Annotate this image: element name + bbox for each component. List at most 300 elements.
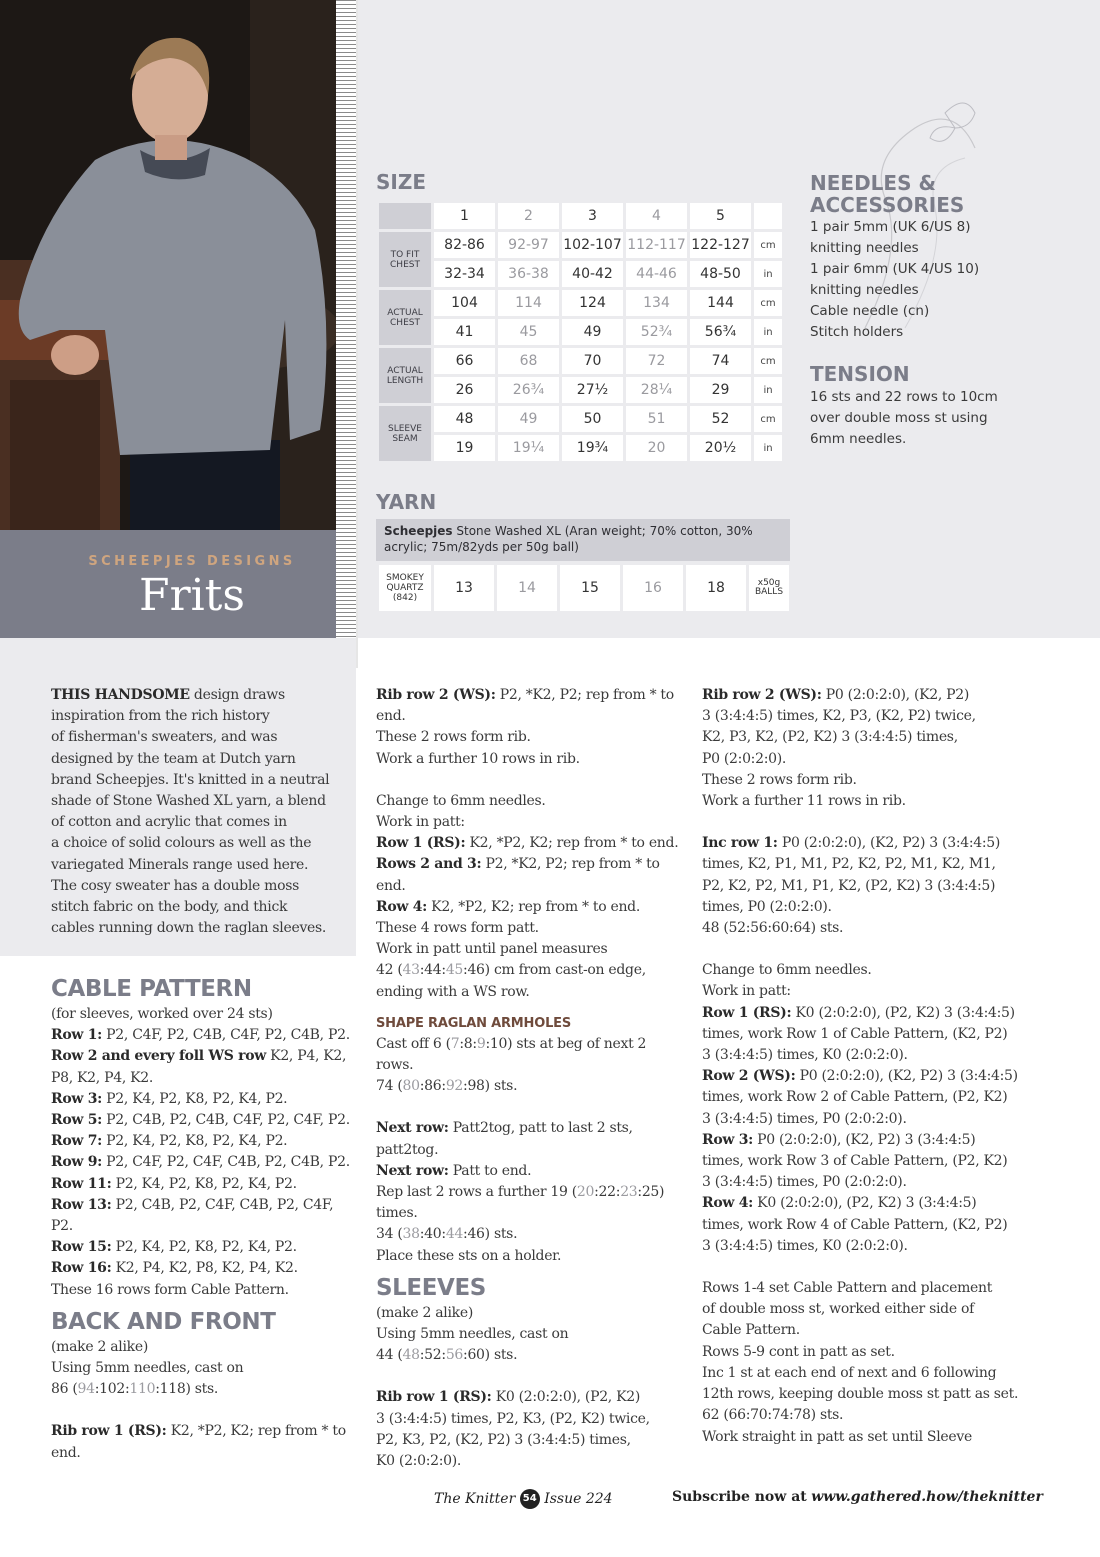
instruction-label: Row 2 (WS): — [702, 1068, 796, 1085]
pattern-title: Frits — [139, 570, 245, 621]
instruction-text: K2, P3, K2, (P2, K2) 3 (3:4:4:5) times, — [702, 729, 958, 746]
instruction-text: These 2 rows form rib. — [702, 771, 857, 788]
needles-heading: NEEDLES & ACCESSORIES — [810, 171, 965, 217]
size-row-cm — [379, 406, 782, 432]
cable-row — [51, 1110, 356, 1131]
instruction-text: 3 (3:4:4:5) times, P0 (2:0:2:0). — [702, 1174, 907, 1191]
size-cell: 28¼ — [626, 377, 687, 403]
spiral-binding — [336, 0, 358, 668]
cable-row-label: Row 15: — [51, 1239, 112, 1256]
instruction-line — [702, 1236, 1022, 1257]
needles-line: knitting needles — [810, 282, 919, 298]
patt-row-label: Rows 2 and 3: — [376, 856, 482, 873]
size-cell: 49 — [562, 319, 623, 345]
subscribe-label: Subscribe now at — [672, 1489, 807, 1505]
size-cell: 44-46 — [626, 261, 687, 287]
rib-row-label: Rib row 1 (RS): — [376, 1389, 492, 1406]
intro-line: shade of Stone Washed XL yarn, a blend — [51, 793, 326, 810]
instruction-line — [702, 897, 1022, 918]
count-alt: 20 — [576, 1184, 595, 1201]
cable-row — [51, 1237, 356, 1258]
instruction-text: 62 (66:70:74:78) sts. — [702, 1407, 844, 1424]
next-row-text: Patt to end. — [448, 1162, 532, 1179]
count-alt: 23 — [620, 1184, 638, 1201]
instruction-line — [702, 770, 1022, 791]
instruction-line — [702, 1278, 1022, 1299]
instruction-text: of double moss st, worked either side of — [702, 1301, 974, 1318]
size-cell: 26¾ — [498, 377, 559, 403]
measure-line — [376, 960, 686, 981]
sleeves-stitches — [376, 1345, 686, 1366]
size-cell: 19 — [434, 435, 495, 461]
cable-row-text: P8, K2, P4, K2. — [51, 1069, 154, 1086]
tension-line: 16 sts and 22 rows to 10cm — [810, 389, 998, 405]
instruction-text: P0 (2:0:2:0), (K2, P2) — [821, 687, 970, 703]
size-row-cm — [379, 348, 782, 374]
yarn-row — [379, 565, 789, 611]
size-cell: 112-117 — [626, 232, 687, 258]
size-cell: 124 — [562, 290, 623, 316]
instruction-text: times, K2, P1, M1, P2, K2, P2, M1, K2, M1, — [702, 856, 996, 873]
cable-row — [51, 1280, 356, 1301]
unit-label: cm — [754, 290, 782, 316]
cable-row — [51, 1152, 356, 1173]
back-front-make: (make 2 alike) — [51, 1338, 148, 1355]
size-row-label: TO FIT CHEST — [379, 232, 431, 287]
yarn-balls: 18 — [686, 565, 746, 611]
needles-line: knitting needles — [810, 240, 919, 256]
size-unit-blank — [754, 203, 782, 229]
size-cell: 144 — [690, 290, 751, 316]
cable-row-label: Row 7: — [51, 1133, 103, 1150]
count-alt: 9 — [476, 1035, 486, 1052]
page-number: 54 — [520, 1489, 540, 1509]
instruction-line — [702, 833, 1022, 854]
count-text: :46) sts. — [463, 1226, 518, 1243]
yarn-details: Stone Washed XL (Aran weight; 70% cotton, 30% acrylic; 75m/82yds per 50g ball) — [384, 524, 753, 554]
size-cell: 104 — [434, 290, 495, 316]
count-text: Cast off 6 ( — [376, 1035, 451, 1052]
instruction-line — [702, 1215, 1022, 1236]
instruction-line — [702, 918, 1022, 939]
cable-row-text: P2, K4, P2, K8, P2, K4, P2. — [111, 1175, 297, 1192]
intro-line: cables running down the raglan sleeves. — [51, 920, 327, 937]
size-cell: 68 — [498, 348, 559, 374]
instruction-line — [702, 727, 1022, 748]
cable-row-label: Row 13: — [51, 1196, 112, 1213]
size-cell: 48-50 — [690, 261, 751, 287]
count-alt: 38 — [402, 1226, 420, 1243]
cable-note: (for sleeves, worked over 24 sts) — [51, 1006, 273, 1022]
count-text: 44 ( — [376, 1347, 403, 1364]
count-alt: 45 — [445, 962, 464, 979]
size-row-in — [379, 319, 782, 345]
intro-line: stitch fabric on the body, and thick — [51, 899, 288, 916]
yarn-balls: 16 — [623, 565, 683, 611]
count-text: :46) cm from cast-on edge, — [463, 962, 646, 979]
instruction-line — [702, 791, 1022, 812]
count-alt: 48 — [402, 1347, 420, 1364]
size-row-cm — [379, 290, 782, 316]
instruction-label: Row 3: — [702, 1131, 754, 1148]
instruction-line — [702, 960, 1022, 981]
sts-line — [376, 1076, 686, 1097]
size-cell: 66 — [434, 348, 495, 374]
column-2 — [376, 685, 686, 1472]
instruction-text: Work a further 11 rows in rib. — [702, 793, 906, 810]
size-number: 2 — [498, 203, 559, 229]
magazine-name: The Knitter — [434, 1491, 516, 1507]
instruction-label: Row 4: — [702, 1195, 754, 1212]
instruction-label: Inc row 1: — [702, 835, 778, 852]
instruction-line — [702, 1066, 1022, 1087]
holder-line: Place these sts on a holder. — [376, 1247, 562, 1264]
size-cell: 52¾ — [626, 319, 687, 345]
instruction-label: Row 1 (RS): — [702, 1004, 792, 1021]
cable-row-text: P2, K4, P2, K8, P2, K4, P2. — [111, 1239, 297, 1256]
sleeve-rib-line: 3 (3:4:4:5) times, P2, K3, (P2, K2) twice, — [376, 1410, 650, 1427]
column-1-instructions — [51, 974, 356, 1464]
cable-row — [51, 1089, 356, 1110]
rib-more: Work a further 10 rows in rib. — [376, 750, 580, 767]
cable-row-text: P2, K4, P2, K8, P2, K4, P2. — [102, 1133, 288, 1150]
instruction-text: Rows 5-9 cont in patt as set. — [702, 1343, 895, 1360]
patt-row-text: K2, *P2, K2; rep from * to end. — [465, 835, 679, 852]
footer-issue — [434, 1489, 613, 1509]
sleeve-rib-row-1 — [376, 1387, 686, 1408]
instruction-line — [702, 1045, 1022, 1066]
footer-subscribe — [672, 1489, 1043, 1505]
yarn-balls: 14 — [497, 565, 557, 611]
size-cell: 20½ — [690, 435, 751, 461]
instruction-text: Inc 1 st at each end of next and 6 following — [702, 1364, 997, 1381]
count-text: :25) — [637, 1184, 665, 1201]
size-cell: 40-42 — [562, 261, 623, 287]
cable-row-label: Row 3: — [51, 1090, 103, 1107]
size-header-row — [379, 203, 782, 229]
instruction-line — [702, 981, 1022, 1002]
instruction-line — [702, 1109, 1022, 1130]
size-row-cm — [379, 232, 782, 258]
rep-line — [376, 1182, 686, 1203]
cable-row — [51, 1025, 356, 1046]
cable-row-text: K2, P4, K2, — [266, 1048, 347, 1065]
instruction-line — [702, 1384, 1022, 1405]
instruction-text: Work in patt: — [702, 983, 791, 1000]
cable-row — [51, 1174, 356, 1195]
count-text: :8: — [459, 1035, 477, 1052]
yarn-brand: Scheepjes — [384, 524, 453, 538]
size-cell: 74 — [690, 348, 751, 374]
size-cell: 70 — [562, 348, 623, 374]
next-row-text: Patt2tog, patt to last 2 sts, — [448, 1120, 633, 1137]
sts-line — [376, 1224, 686, 1245]
patt-row-label: Row 4: — [376, 898, 428, 915]
next-row — [376, 1161, 686, 1182]
intro-line: brand Scheepjes. It's knitted in a neutral — [51, 771, 330, 788]
size-cell: 19¾ — [562, 435, 623, 461]
instruction-text: Work straight in patt as set until Sleeve — [702, 1428, 972, 1445]
intro-lead: THIS HANDSOME — [51, 687, 190, 703]
instruction-line — [702, 1151, 1022, 1172]
instruction-text: times, work Row 2 of Cable Pattern, (P2, K2) — [702, 1089, 1008, 1106]
patt-form: These 4 rows form patt. — [376, 920, 539, 937]
needles-line: 1 pair 5mm (UK 6/US 8) — [810, 219, 971, 235]
count-alt: 56 — [445, 1347, 464, 1364]
instruction-line — [702, 706, 1022, 727]
cable-row-label: Row 2 and every foll WS row — [51, 1048, 267, 1065]
yarn-shade: SMOKEY QUARTZ (842) — [379, 565, 431, 611]
sweater-model-illustration — [0, 0, 336, 530]
size-cell: 19¼ — [498, 435, 559, 461]
cable-row-text: These 16 rows form Cable Pattern. — [51, 1281, 289, 1298]
count-alt: 110 — [129, 1381, 156, 1398]
size-cell: 51 — [626, 406, 687, 432]
needles-list — [810, 217, 979, 343]
size-cell: 56¾ — [690, 319, 751, 345]
size-cell: 48 — [434, 406, 495, 432]
cable-row-label: Row 16: — [51, 1260, 112, 1277]
sleeves-heading: SLEEVES — [376, 1274, 486, 1301]
size-cell: 50 — [562, 406, 623, 432]
count-alt: 92 — [445, 1078, 464, 1095]
intro-first-line — [51, 685, 351, 706]
yarn-heading: YARN — [376, 490, 437, 514]
size-cell: 32-34 — [434, 261, 495, 287]
title-panel — [0, 530, 336, 638]
rib-row-2 — [376, 685, 686, 706]
instruction-text: Cable Pattern. — [702, 1322, 800, 1339]
instruction-text: 12th rows, keeping double moss st patt as set. — [702, 1386, 1019, 1403]
count-text: :118) sts. — [155, 1381, 219, 1398]
rib-row-text: K0 (2:0:2:0), (P2, K2) — [491, 1389, 641, 1406]
size-corner-cell — [379, 203, 431, 229]
paragraph-gap — [702, 812, 1022, 833]
cable-row-text: P2, C4B, P2, C4B, C4F, P2, C4F, P2. — [102, 1112, 350, 1129]
back-front-stitches — [51, 1379, 356, 1400]
cable-row-label: Row 9: — [51, 1154, 103, 1171]
rib-row-text: K2, *P2, K2; rep from * to — [166, 1423, 346, 1440]
issue-number: Issue 224 — [544, 1491, 613, 1507]
intro-text: design draws — [189, 687, 285, 703]
instruction-line — [702, 1024, 1022, 1045]
cable-row — [51, 1258, 356, 1279]
count-text: 86 ( — [51, 1381, 78, 1398]
count-text: Rep last 2 rows a further 19 ( — [376, 1184, 577, 1201]
count-text: 42 ( — [376, 962, 403, 979]
instruction-line — [702, 1405, 1022, 1426]
rib-row-1 — [51, 1421, 356, 1442]
size-cell: 26 — [434, 377, 495, 403]
count-alt: 43 — [402, 962, 420, 979]
subscribe-link[interactable]: www.gathered.how/theknitter — [811, 1489, 1043, 1505]
intro-line: variegated Minerals range used here. — [51, 856, 309, 873]
instruction-line — [702, 1003, 1022, 1024]
instruction-text: 3 (3:4:4:5) times, P0 (2:0:2:0). — [702, 1110, 907, 1127]
next-row-label: Next row: — [376, 1120, 449, 1137]
count-text: :22: — [594, 1184, 621, 1201]
count-alt: 80 — [402, 1078, 420, 1095]
instruction-line — [702, 1172, 1022, 1193]
size-cell: 27½ — [562, 377, 623, 403]
rib-form: These 2 rows form rib. — [376, 729, 531, 746]
size-cell: 82-86 — [434, 232, 495, 258]
column-1 — [51, 685, 351, 939]
unit-label: cm — [754, 232, 782, 258]
sleeves-cast-on: Using 5mm needles, cast on — [376, 1326, 569, 1343]
size-cell: 114 — [498, 290, 559, 316]
next-row-cont: patt2tog. — [376, 1141, 439, 1158]
size-number: 3 — [562, 203, 623, 229]
rib-row-text: P2, *K2, P2; rep from * to — [495, 687, 674, 703]
unit-label: cm — [754, 348, 782, 374]
instruction-text: 3 (3:4:4:5) times, K0 (2:0:2:0). — [702, 1237, 908, 1254]
needles-line: Cable needle (cn) — [810, 303, 930, 319]
instruction-text: times, P0 (2:0:2:0). — [702, 898, 832, 915]
size-cell: 52 — [690, 406, 751, 432]
instruction-line — [702, 854, 1022, 875]
patt-row-text: K2, *P2, K2; rep from * to end. — [427, 898, 640, 915]
unit-label: in — [754, 377, 782, 403]
instruction-text: K0 (2:0:2:0), (P2, K2) 3 (3:4:4:5) — [753, 1195, 977, 1212]
size-cell: 41 — [434, 319, 495, 345]
needles-line: 1 pair 6mm (UK 4/US 10) — [810, 261, 980, 277]
cable-row-label: Row 1: — [51, 1027, 103, 1044]
instruction-text: times, work Row 1 of Cable Pattern, (K2, P2) — [702, 1025, 1008, 1042]
size-row-in — [379, 261, 782, 287]
count-text: 74 ( — [376, 1078, 403, 1095]
cable-row — [51, 1131, 356, 1152]
rib-row-label: Rib row 2 (WS): — [376, 687, 496, 703]
count-text: :60) sts. — [463, 1347, 518, 1364]
instruction-line — [702, 749, 1022, 770]
yarn-balls: 13 — [434, 565, 494, 611]
instruction-text: times, work Row 4 of Cable Pattern, (K2, P2) — [702, 1216, 1008, 1233]
size-cell: 102-107 — [562, 232, 623, 258]
cable-row-text: P2, C4B, P2, C4F, C4B, P2, C4F, P2. — [51, 1196, 334, 1235]
unit-label: in — [754, 261, 782, 287]
cast-off-line — [376, 1034, 686, 1076]
rib-row-label: Rib row 1 (RS): — [51, 1423, 167, 1440]
ending-line: ending with a WS row. — [376, 983, 530, 1000]
instruction-line — [702, 1299, 1022, 1320]
size-cell: 49 — [498, 406, 559, 432]
yarn-unit: x50g BALLS — [749, 565, 789, 611]
size-row-in — [379, 435, 782, 461]
size-cell: 36-38 — [498, 261, 559, 287]
rib-row-2-cont: end. — [376, 708, 406, 725]
unit-label: cm — [754, 406, 782, 432]
instruction-line — [702, 685, 1022, 706]
intro-line: The cosy sweater has a double moss — [51, 877, 300, 894]
count-text: 34 ( — [376, 1226, 403, 1243]
instruction-line — [702, 876, 1022, 897]
count-text: :10) sts at beg of next 2 rows. — [376, 1035, 647, 1074]
instruction-line — [702, 1130, 1022, 1151]
tension-heading: TENSION — [810, 362, 910, 386]
raglan-heading: SHAPE RAGLAN ARMHOLES — [376, 1015, 571, 1031]
count-alt: 44 — [445, 1226, 464, 1243]
instruction-line — [702, 1363, 1022, 1384]
cable-row — [51, 1046, 356, 1067]
size-number: 1 — [434, 203, 495, 229]
patt-row — [376, 897, 686, 918]
tension-line: over double moss st using — [810, 410, 988, 426]
size-row-label: ACTUAL CHEST — [379, 290, 431, 345]
count-alt: 94 — [77, 1381, 95, 1398]
count-text: :102: — [94, 1381, 130, 1398]
size-cell: 45 — [498, 319, 559, 345]
yarn-quantity-table — [376, 565, 792, 611]
size-row-label: SLEEVE SEAM — [379, 406, 431, 461]
unit-label: in — [754, 319, 782, 345]
column-3 — [702, 685, 1022, 1448]
model-photo — [0, 0, 336, 530]
instruction-text: 3 (3:4:4:5) times, K0 (2:0:2:0). — [702, 1047, 908, 1064]
times-line: times. — [376, 1205, 418, 1222]
size-cell: 20 — [626, 435, 687, 461]
sleeves-make: (make 2 alike) — [376, 1304, 473, 1321]
size-number: 5 — [690, 203, 751, 229]
instruction-text: 48 (52:56:60:64) sts. — [702, 920, 844, 937]
instruction-label: Rib row 2 (WS): — [702, 687, 822, 703]
cable-row-label: Row 11: — [51, 1175, 112, 1192]
needles-line: Stitch holders — [810, 324, 904, 340]
patt-row — [376, 854, 686, 896]
cable-row-text: K2, P4, K2, P8, K2, P4, K2. — [111, 1260, 298, 1277]
change-needles: Change to 6mm needles. — [376, 792, 546, 809]
cable-row-text: P2, C4F, P2, C4B, C4F, P2, C4B, P2. — [102, 1027, 350, 1044]
tension-text — [810, 387, 998, 450]
instruction-line — [702, 1193, 1022, 1214]
instruction-text: P0 (2:0:2:0), (K2, P2) 3 (3:4:4:5) — [777, 835, 1001, 852]
intro-line: of fisherman's sweaters, and was — [51, 729, 278, 746]
next-row-label: Next row: — [376, 1162, 449, 1179]
back-front-cast-on: Using 5mm needles, cast on — [51, 1360, 244, 1377]
instruction-text: K0 (2:0:2:0), (P2, K2) 3 (3:4:4:5) — [791, 1004, 1015, 1021]
size-row-in — [379, 377, 782, 403]
size-cell: 122-127 — [690, 232, 751, 258]
designer-brand: SCHEEPJES DESIGNS — [88, 554, 296, 569]
yarn-balls: 15 — [560, 565, 620, 611]
count-text: :44: — [419, 962, 446, 979]
instruction-line — [702, 1320, 1022, 1341]
size-cell: 92-97 — [498, 232, 559, 258]
instruction-line — [702, 1342, 1022, 1363]
intro-line: of cotton and acrylic that comes in — [51, 814, 287, 831]
patt-row — [376, 833, 686, 854]
yarn-description — [376, 519, 790, 561]
count-text: :86: — [419, 1078, 446, 1095]
cable-row-label: Row 5: — [51, 1112, 103, 1129]
intro-line: a choice of solid colours as well as the — [51, 835, 312, 852]
count-text: :52: — [419, 1347, 446, 1364]
count-text: :40: — [419, 1226, 446, 1243]
intro-line: inspiration from the rich history — [51, 708, 270, 725]
size-row-label: ACTUAL LENGTH — [379, 348, 431, 403]
size-table — [376, 200, 785, 464]
back-front-heading: BACK AND FRONT — [51, 1308, 276, 1335]
patt-row-label: Row 1 (RS): — [376, 835, 466, 852]
cable-row — [51, 1068, 356, 1089]
paragraph-gap — [702, 939, 1022, 960]
work-until: Work in patt until panel measures — [376, 941, 608, 958]
work-in-patt: Work in patt: — [376, 814, 465, 831]
count-alt: 7 — [450, 1035, 460, 1052]
size-number: 4 — [626, 203, 687, 229]
instruction-text: times, work Row 3 of Cable Pattern, (P2, K2) — [702, 1153, 1008, 1170]
size-cell: 29 — [690, 377, 751, 403]
